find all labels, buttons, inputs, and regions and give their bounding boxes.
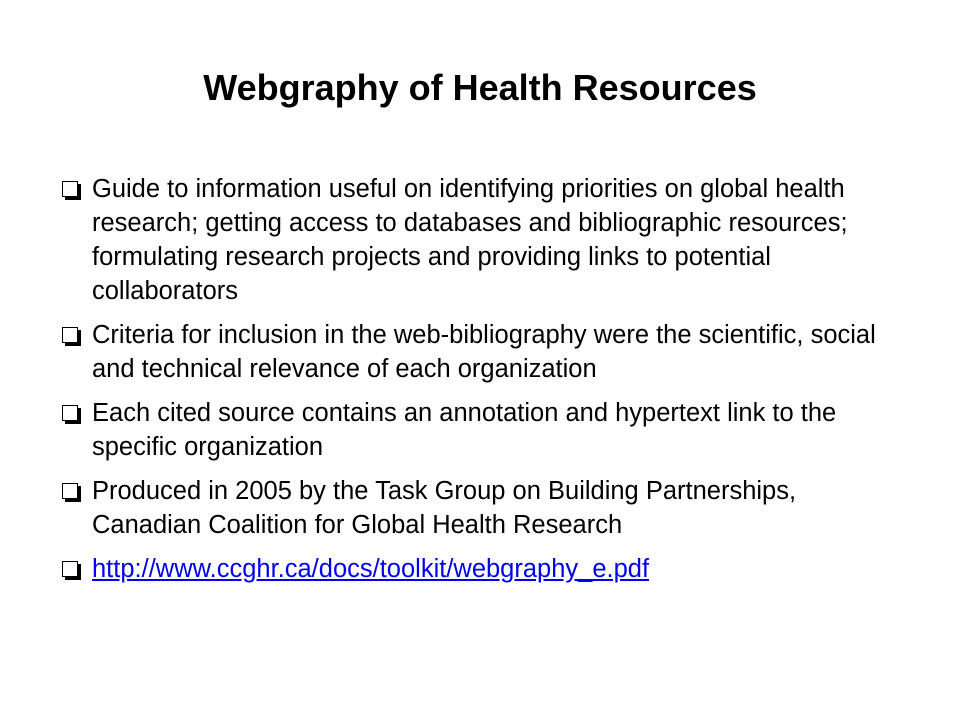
bullet-text: Each cited source contains an annotation and hypertext link to the specific organization	[92, 399, 837, 461]
webgraphy-pdf-link[interactable]: http://www.ccghr.ca/docs/toolkit/webgraphy_e.pdf	[92, 555, 650, 583]
bullet-text: Guide to information useful on identifying priorities on global health research; getting access to databases and bibliographic resources; formulating research projects and providing links to potential collaborators	[92, 175, 848, 305]
square-bullet-icon	[62, 405, 78, 421]
bullet-item-guide	[62, 172, 902, 308]
bullet-item-link	[62, 552, 902, 586]
bullet-text: Criteria for inclusion in the web-bibliography were the scientific, social and technical relevance of each organization	[92, 321, 876, 383]
bullet-list	[62, 172, 902, 596]
slide-title: Webgraphy of Health Resources	[203, 67, 757, 108]
square-bullet-icon	[62, 561, 78, 577]
bullet-text: Produced in 2005 by the Task Group on Building Partnerships, Canadian Coalition for Global Health Research	[92, 477, 797, 539]
bullet-item-criteria	[62, 318, 902, 386]
square-bullet-icon	[62, 181, 78, 197]
bullet-item-cited-source	[62, 396, 902, 464]
square-bullet-icon	[62, 483, 78, 499]
square-bullet-icon	[62, 327, 78, 343]
bullet-item-produced	[62, 474, 902, 542]
